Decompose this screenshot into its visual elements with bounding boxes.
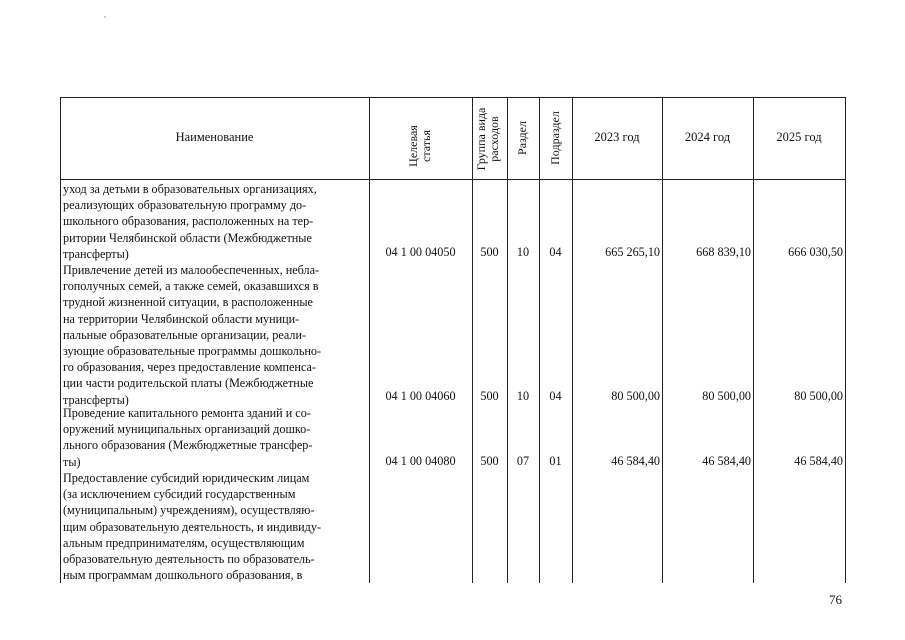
row-2025: 666 030,50 xyxy=(788,245,843,259)
page-number: 76 xyxy=(829,592,842,607)
row-2025: 80 500,00 xyxy=(794,389,843,403)
budget-table xyxy=(60,97,846,583)
row-line: трудной жизненной ситуации, в расположенные xyxy=(63,295,313,310)
row-group: 500 xyxy=(480,454,499,468)
row-2023: 665 265,10 xyxy=(605,245,660,259)
row-line: образовательную деятельность по образователь- xyxy=(63,552,315,567)
row-2024: 668 839,10 xyxy=(696,245,751,259)
row-line: трансферты) xyxy=(63,246,129,261)
row-line: ритории Челябинской области (Межбюджетные xyxy=(63,230,312,245)
row-line: ным программам дошкольного образования, в xyxy=(63,568,303,583)
header-target-article-line2: статья xyxy=(419,130,433,162)
scan-speck xyxy=(104,16,106,18)
row-line: на территории Челябинской области муници- xyxy=(63,311,300,326)
row-line: оружений муниципальных организаций дошко- xyxy=(63,422,311,437)
row-subsection: 01 xyxy=(549,454,562,468)
col-border-right xyxy=(845,97,846,583)
header-section: Раздел xyxy=(515,121,529,155)
row-line: ции части родительской платы (Межбюджетные xyxy=(63,376,314,391)
row-group: 500 xyxy=(480,245,499,259)
row-line: реализующих образовательную программу до- xyxy=(63,198,307,213)
col-border-code xyxy=(472,97,473,583)
row-section: 10 xyxy=(516,389,530,403)
row-2023: 80 500,00 xyxy=(611,389,660,403)
header-bottom-border xyxy=(60,179,846,180)
row-line: го образования, через предоставление компенса- xyxy=(63,360,316,375)
row-name-repair xyxy=(63,405,368,470)
row-2025: 46 584,40 xyxy=(794,454,843,468)
row-line: льного образования (Межбюджетные трансфер- xyxy=(63,438,313,453)
header-expense-group xyxy=(475,101,505,177)
table-top-border xyxy=(60,97,846,98)
row-section: 07 xyxy=(516,454,530,468)
row-line: альным предпринимателям, осуществляющим xyxy=(63,535,305,550)
row-name-subsidies xyxy=(63,470,368,583)
header-target-article-line1: Целевая xyxy=(406,125,420,167)
row-name-childcare xyxy=(63,181,368,262)
row-line: Привлечение детей из малообеспеченных, небла- xyxy=(63,263,320,277)
row-line: щим образовательную деятельность, и индивиду- xyxy=(63,519,321,534)
row-line: (за исключением субсидий государственным xyxy=(63,487,296,502)
col-border-2024 xyxy=(753,97,754,583)
row-section: 10 xyxy=(516,245,530,259)
row-line: (муниципальным) учреждениям), осуществляю- xyxy=(63,503,315,518)
row-2024: 46 584,40 xyxy=(702,454,751,468)
col-border-subsection xyxy=(572,97,573,583)
row-subsection: 04 xyxy=(549,245,562,259)
row-line: ты) xyxy=(63,454,81,469)
header-2024: 2024 год xyxy=(684,130,731,144)
row-code: 04 1 00 04050 xyxy=(385,245,456,259)
header-2023: 2023 год xyxy=(594,130,640,144)
row-group: 500 xyxy=(480,389,499,403)
header-2025: 2025 год xyxy=(776,130,822,144)
row-2023: 46 584,40 xyxy=(611,454,660,468)
header-name: Наименование xyxy=(175,130,254,144)
row-name-compensation xyxy=(63,262,368,408)
row-line: Проведение капитального ремонта зданий и со- xyxy=(63,406,311,420)
header-expense-group-line1: Группа вида xyxy=(474,107,488,171)
row-line: зующие образовательные программы дошкольно- xyxy=(63,344,322,359)
row-2024: 80 500,00 xyxy=(702,389,751,403)
col-border-group xyxy=(507,97,508,583)
header-subsection: Подраздел xyxy=(548,111,562,165)
row-line: Предоставление субсидий юридическим лицам xyxy=(63,471,310,485)
col-border-section xyxy=(539,97,540,583)
row-line: трансферты) xyxy=(63,392,129,407)
header-target-article xyxy=(407,116,435,176)
row-line: школьного образования, расположенных на тер- xyxy=(63,214,314,229)
col-border-2023 xyxy=(662,97,663,583)
row-code: 04 1 00 04080 xyxy=(385,454,456,468)
row-line: пальные образовательные организации, реали- xyxy=(63,327,307,342)
row-line: гополучных семей, а также семей, оказавшихся в xyxy=(63,279,319,294)
col-border-left xyxy=(60,97,61,583)
row-line: уход за детьми в образовательных организациях, xyxy=(63,182,317,196)
row-subsection: 04 xyxy=(549,389,562,403)
col-border-name xyxy=(369,97,370,583)
header-expense-group-line2: расходов xyxy=(487,116,501,162)
row-code: 04 1 00 04060 xyxy=(385,389,456,403)
